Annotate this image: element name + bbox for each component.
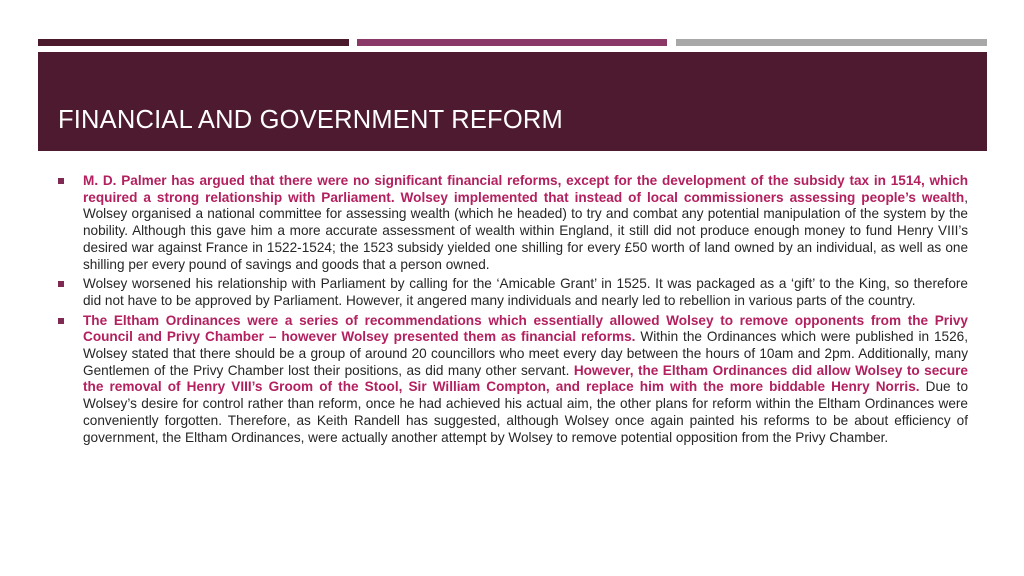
accent-stripe-purple [357, 39, 667, 46]
bullet-item [56, 173, 968, 273]
square-bullet-icon [58, 178, 64, 184]
bullet-item [56, 313, 968, 447]
bullet-text [83, 173, 968, 273]
highlight-text: However, the Eltham Ordinances did allow Wolsey to secure the removal of Henry VIII’s Groom of the Stool, Sir William Compton, and replace him with the more biddable Henry Norris. [83, 362, 968, 395]
bullet-text [83, 276, 968, 309]
bullet-text [83, 313, 968, 447]
body-text: Wolsey worsened his relationship with Parliament by calling for the ‘Amicable Grant’ in 1525. It was packaged as a ‘gift’ to the King, so therefore did not have to be approved by Parliament. However, it angered many individuals and nearly led to rebellion in various parts of the country. [83, 276, 968, 308]
body-text: , Wolsey organised a national committee for assessing wealth (which he headed) to try and combat any potential manipulation of the system by the nobility. Although this gave him a more accurate assessment of wealth within England, it still did not produce enough money to fund Henry VIII’s desired war against France in 1522-1524; the 1523 subsidy yielded one shilling for every £50 worth of land owned by an individual, as well as one shilling per every pound of savings and goods that a person owned. [83, 189, 968, 272]
accent-stripe-grey [676, 39, 987, 46]
bullet-item [56, 276, 968, 309]
highlight-text: The Eltham Ordinances were a series of recommendations which essentially allowed Wolsey to remove opponents from the Privy Council and Privy Chamber – however Wolsey presented them as financial reforms. [83, 312, 968, 345]
highlight-text: M. D. Palmer has argued that there were no significant financial reforms, except for the development of the subsidy tax in 1514, which required a strong relationship with Parliament. Wolsey implemented that instead of local commissioners assessing people’s wealth [83, 173, 968, 205]
bullet-list [56, 173, 968, 449]
body-text: Within the Ordinances which were published in 1526, Wolsey stated that there should be a group of around 20 councillors who meet every day between the hours of 10am and 2pm. Additionally, many Gentlemen of the Privy Chamber lost their positions, as did many other servant. [83, 329, 968, 378]
title-bar [38, 52, 987, 151]
slide-title: FINANCIAL AND GOVERNMENT REFORM [58, 106, 563, 134]
accent-stripe-dark [38, 39, 349, 46]
square-bullet-icon [58, 281, 64, 287]
square-bullet-icon [58, 318, 64, 324]
body-text: Due to Wolsey’s desire for control rather than reform, once he had achieved his actual aim, the other plans for reform within the Eltham Ordinances were conveniently forgotten. Therefore, as Keith Randell has suggested, although Wolsey once again painted his reforms to be about efficiency of government, the Eltham Ordinances, were actually another attempt by Wolsey to remove potential opposition from the Privy Chamber. [83, 379, 969, 445]
